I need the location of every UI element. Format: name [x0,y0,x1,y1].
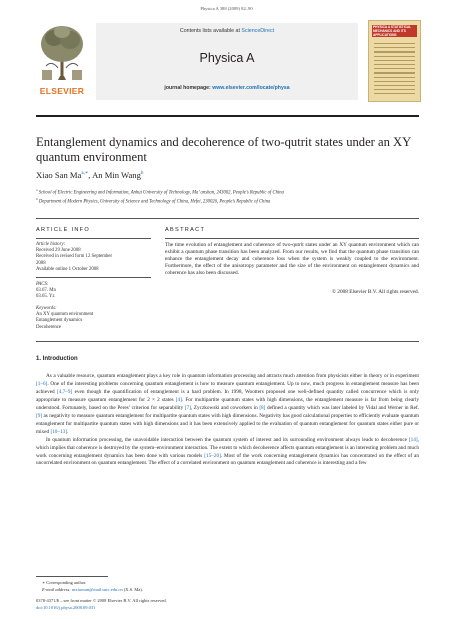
contents-line [96,28,358,34]
text-run: . Most of the work concerning entanglement dynamics has concentrated on the effect of an uncorrelated environment on quantum entanglement. The effect of a correlated environment on quantum entanglement and coherence is interesting and a few [36,452,419,467]
abstract-label: ABSTRACT [165,227,206,233]
history-line: Received 29 June 2008 [36,248,81,254]
homepage-line [96,85,358,91]
email-label: E-mail address: [42,587,72,592]
footnote-text: Corresponding author. [46,580,87,585]
text-run: As a valuable resource, quantum entanglement plays a key role in quantum information processing and attracts much attention from physicists either in theory or in experiment [46,373,419,379]
pacs-code: 03.65. Yz [36,294,55,300]
paragraph [36,437,419,469]
journal-homepage-link[interactable]: www.elsevier.com/locate/physa [212,85,290,91]
doi-link[interactable]: doi:10.1016/j.physa.2008.09.031 [36,605,96,610]
citation-link[interactable]: [4,7–9] [56,388,73,395]
author-separator: , [88,170,93,180]
citation-link[interactable]: [8] [259,404,266,411]
affiliation-mark: b [36,197,38,201]
text-run: even though the quantification of entanglement is a hard problem. In 1998, Wootters proposed one well-defined quantity called concurrence which is only appropriate to measure quantum entanglement for 2 × 2 states [36,388,420,403]
section-heading: 1. Introduction [36,356,78,362]
history-line: 2008 [36,260,46,266]
citation-link[interactable]: [1–6] [36,380,48,387]
affiliation-text: Department of Modern Physics, University of Science and Technology of China, Hefei, 230026, People’s Republic of China [37,199,271,205]
text-run: as negativity to measure quantum entanglement for multipartite quantum states with high dimensions. Negativity has good calculational properties to efficiently evaluate quantum entanglement for multipartite quantum states with high dimensions and it has been extensively applied to the evaluation of quantum entanglement for quantum states either pure or mixed [36,412,419,435]
affiliation-text: School of Electric Engineering and Information, Anhui University of Technology, Ma’ anshan, 243002, People’s Republic of China [37,190,284,196]
citation-link[interactable]: [15–20] [204,452,221,459]
journal-title: Physica A [199,51,255,65]
text-run: . [67,428,69,435]
text-run: defined a quantity which was later labeled by Vidal and Werner in Ref. [265,404,420,411]
text-run: , which implies that coherence is destroyed by the system–environment interaction. The extent to which decoherence affects quantum entanglement is an interesting problem and much work concerning entanglement dynamics has been done with various models [36,436,419,459]
cover-lines [374,43,415,97]
article-info-label: ARTICLE INFO [36,227,91,233]
citation-link[interactable]: [4] [175,396,182,403]
doi-line [36,605,95,610]
keyword: Decoherence [36,324,62,330]
abstract-text: The time evolution of entanglement and coherence of two-qutrit states under an XY quantum environment which can exhibit a quantum phase transition has been analyzed. From our results, we find that the quantum phase transition can enhance the entanglement decay and coherence loss when the system is weakly coupled to the environment. Furthermore, the effect of the anisotropy parameter and the size of the environment on entanglement dynamics and coherence has also been discussed. [165,242,419,276]
pacs-heading: PACS: [36,282,49,287]
affiliation-mark: a [36,188,38,192]
divider [36,277,151,278]
email-note [42,587,143,592]
contents-prefix: Contents lists available at [179,28,242,34]
email-link[interactable]: mxiaosan@mail.ustc.edu.cn [71,587,123,592]
article-history [36,242,112,273]
affiliation-a [36,188,426,196]
text-run: In quantum information processing, the unavoidable interaction between the quantum system of interest and its surrounding environment always leads to decoherence [46,436,409,443]
citation-link[interactable]: [9] [36,412,43,419]
author-name: Xiao San Ma [36,170,82,180]
text-run: . For multipartite quantum states with high dimensions, the entanglement measure is far from being clearly understood. Fortunately, based on the Peres’ criterion for separability [36,396,419,411]
citation-link[interactable]: [14] [408,436,418,443]
history-line: Received in revised form 12 September [36,254,113,260]
history-line: Available online 1 October 2008 [36,266,99,272]
pacs-block [36,282,56,301]
issn-line: 0378-4371/$ – see front matter © 2008 Elsevier B.V. All rights reserved. [36,598,167,603]
text-run: , Zyczkowski and coworkers in [190,404,260,411]
author-name: An Min Wang [92,170,141,180]
journal-info-box [96,23,358,100]
divider [36,341,419,342]
introduction-body [36,373,419,468]
divider [165,238,419,239]
publisher-name: ELSEVIER [39,86,85,96]
journal-cover-image [368,20,421,102]
corresponding-author-note [42,580,86,586]
footnote-star: ∗ [42,580,46,585]
affiliation-b [36,197,426,205]
author-affiliation-mark[interactable]: b [140,171,144,177]
running-head: Physica A 388 (2009) 82–90 [200,6,253,11]
author-list [36,170,143,180]
abstract-copyright: © 2008 Elsevier B.V. All rights reserved. [331,289,419,295]
elsevier-tree-logo [36,20,88,100]
footnote-rule [36,576,108,577]
homepage-prefix: journal homepage: [164,85,213,91]
text-run: . One of the interesting problems concerning quantum entanglement is how to measure quantum entanglement. Up to now, much progress in entanglement measure has been achieved [36,380,419,395]
author-affiliation-mark[interactable]: a,∗ [81,171,89,177]
keyword: An XY quantum environment [36,312,94,318]
keywords-heading: Keywords: [36,306,57,311]
article-title: Entanglement dynamics and decoherence of two-qutrit states under an XY quantum environment [36,135,411,164]
paragraph [36,373,419,437]
sciencedirect-link[interactable]: ScienceDirect [241,28,275,34]
citation-link[interactable]: [10–13] [50,428,68,435]
citation-link[interactable]: [7] [184,404,191,411]
history-heading: Article history: [36,242,66,247]
cover-title-text: PHYSICA A STATISTICAL MECHANICS AND ITS APPLICATIONS [373,25,412,37]
journal-header [36,20,419,100]
keywords-block [36,306,93,331]
pacs-code: 03.67. Mn [36,288,56,294]
keyword: Entanglement dynamics [36,318,83,324]
email-suffix: (X.S. Ma). [122,587,143,592]
header-rule [36,115,419,117]
divider [36,238,151,239]
divider [36,218,419,219]
